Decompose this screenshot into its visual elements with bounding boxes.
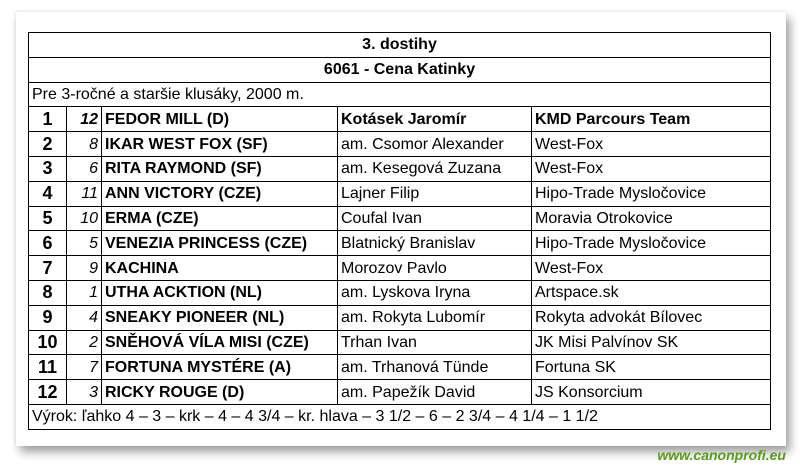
- jockey-name: Blatnický Branislav: [338, 231, 532, 256]
- jockey-name: am. Lyskova Iryna: [338, 280, 532, 305]
- horse-name: ERMA (CZE): [102, 206, 338, 231]
- race-name: 6061 - Cena Katinky: [29, 57, 771, 82]
- table-row: [29, 181, 771, 206]
- horse-number: 7: [67, 355, 102, 380]
- finish-position: 8: [29, 280, 67, 305]
- jockey-name: Trhan Ivan: [338, 330, 532, 355]
- results-table: [28, 32, 771, 430]
- finish-position: 12: [29, 380, 67, 405]
- table-row: [29, 256, 771, 281]
- horse-number: 6: [67, 156, 102, 181]
- horse-name: RITA RAYMOND (SF): [102, 156, 338, 181]
- owner-name: Artspace.sk: [532, 280, 771, 305]
- horse-name: FORTUNA MYSTÉRE (A): [102, 355, 338, 380]
- jockey-name: Morozov Pavlo: [338, 256, 532, 281]
- finish-position: 10: [29, 330, 67, 355]
- jockey-name: am. Kesegová Zuzana: [338, 156, 532, 181]
- table-row: [29, 305, 771, 330]
- owner-name: Fortuna SK: [532, 355, 771, 380]
- race-title-row: [29, 33, 771, 58]
- table-row: [29, 206, 771, 231]
- finish-position: 2: [29, 132, 67, 157]
- finish-position: 7: [29, 256, 67, 281]
- horse-name: FEDOR MILL (D): [102, 107, 338, 132]
- owner-name: Moravia Otrokovice: [532, 206, 771, 231]
- finish-position: 6: [29, 231, 67, 256]
- owner-name: JK Misi Palvínov SK: [532, 330, 771, 355]
- owner-name: West-Fox: [532, 156, 771, 181]
- race-conditions: Pre 3-ročné a staršie klusáky, 2000 m.: [29, 82, 771, 107]
- jockey-name: am. Rokyta Lubomír: [338, 305, 532, 330]
- margins-row: [29, 404, 771, 429]
- horse-name: UTHA ACKTION (NL): [102, 280, 338, 305]
- table-row: [29, 280, 771, 305]
- race-name-row: [29, 57, 771, 82]
- table-row: [29, 330, 771, 355]
- jockey-name: Lajner Filip: [338, 181, 532, 206]
- horse-number: 5: [67, 231, 102, 256]
- results-body: [29, 33, 771, 430]
- horse-name: SNEAKY PIONEER (NL): [102, 305, 338, 330]
- horse-number: 10: [67, 206, 102, 231]
- race-conditions-row: [29, 82, 771, 107]
- owner-name: Hipo-Trade Mysločovice: [532, 231, 771, 256]
- horse-name: IKAR WEST FOX (SF): [102, 132, 338, 157]
- jockey-name: am. Trhanová Tünde: [338, 355, 532, 380]
- jockey-name: am. Csomor Alexander: [338, 132, 532, 157]
- jockey-name: Kotásek Jaromír: [338, 107, 532, 132]
- horse-number: 12: [67, 107, 102, 132]
- table-row: [29, 355, 771, 380]
- horse-number: 4: [67, 305, 102, 330]
- owner-name: West-Fox: [532, 132, 771, 157]
- results-card: [16, 12, 786, 446]
- jockey-name: am. Papežík David: [338, 380, 532, 405]
- horse-name: ANN VICTORY (CZE): [102, 181, 338, 206]
- finish-position: 3: [29, 156, 67, 181]
- horse-name: RICKY ROUGE (D): [102, 380, 338, 405]
- horse-number: 9: [67, 256, 102, 281]
- table-row: [29, 231, 771, 256]
- owner-name: Rokyta advokát Bílovec: [532, 305, 771, 330]
- horse-name: SNĚHOVÁ VÍLA MISI (CZE): [102, 330, 338, 355]
- horse-number: 8: [67, 132, 102, 157]
- horse-name: KACHINA: [102, 256, 338, 281]
- table-row: [29, 132, 771, 157]
- horse-number: 2: [67, 330, 102, 355]
- jockey-name: Coufal Ivan: [338, 206, 532, 231]
- owner-name: JS Konsorcium: [532, 380, 771, 405]
- owner-name: West-Fox: [532, 256, 771, 281]
- owner-name: Hipo-Trade Mysločovice: [532, 181, 771, 206]
- horse-number: 1: [67, 280, 102, 305]
- table-row: [29, 156, 771, 181]
- race-margins: Výrok: ľahko 4 – 3 – krk – 4 – 4 3/4 – kr. hlava – 3 1/2 – 6 – 2 3/4 – 4 1/4 – 1 1/2: [29, 404, 771, 429]
- watermark: www.canonprofi.eu: [657, 447, 786, 463]
- finish-position: 4: [29, 181, 67, 206]
- finish-position: 1: [29, 107, 67, 132]
- owner-name: KMD Parcours Team: [532, 107, 771, 132]
- table-row: [29, 380, 771, 405]
- finish-position: 9: [29, 305, 67, 330]
- race-title: 3. dostihy: [29, 33, 771, 58]
- horse-number: 11: [67, 181, 102, 206]
- finish-position: 11: [29, 355, 67, 380]
- table-row: [29, 107, 771, 132]
- horse-name: VENEZIA PRINCESS (CZE): [102, 231, 338, 256]
- finish-position: 5: [29, 206, 67, 231]
- horse-number: 3: [67, 380, 102, 405]
